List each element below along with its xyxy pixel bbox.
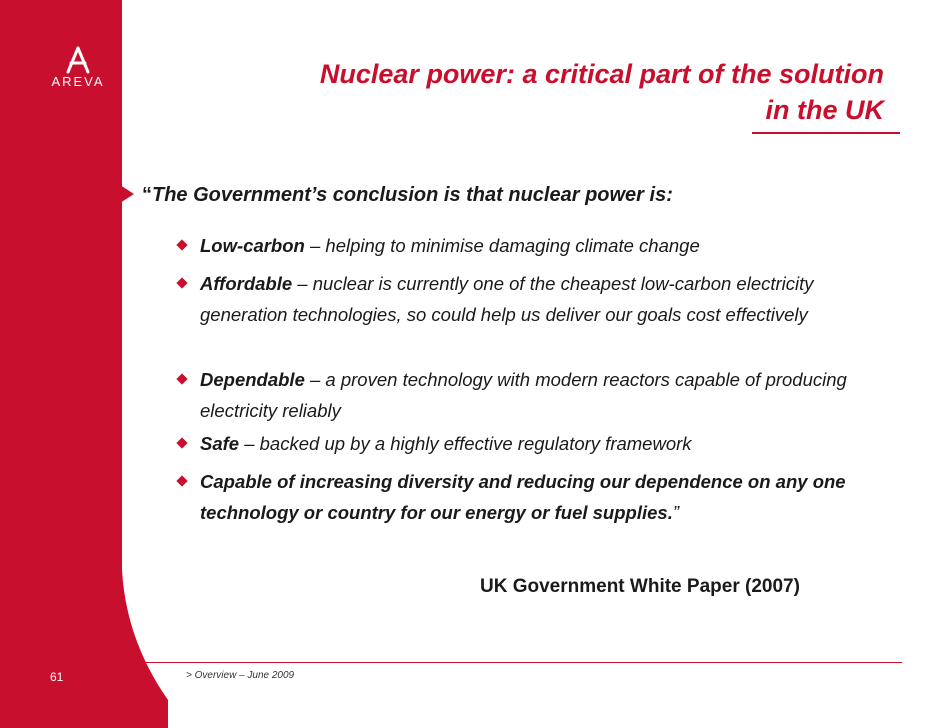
item-description: – a proven technology with modern reactors capable of producing electricity reliably [200, 369, 847, 421]
item-description: – backed up by a highly effective regulatory framework [239, 433, 692, 454]
item-term: Low-carbon [200, 235, 305, 256]
item-term: Dependable [200, 369, 305, 390]
title-line-1: Nuclear power: a critical part of the solution [319, 59, 884, 89]
footer-divider [0, 662, 902, 663]
list-item [180, 428, 860, 459]
lead-text: The Government’s conclusion is that nuclear power is: [152, 184, 673, 206]
list-item [180, 466, 860, 528]
areva-a-logo-icon [38, 44, 118, 78]
slide-title [184, 56, 884, 128]
item-term: Capable of increasing diversity and reducing our dependence on any one technology or country for our energy or fuel supplies. [200, 471, 846, 523]
title-underline [752, 132, 900, 134]
open-quote: “ [142, 184, 152, 206]
logo-text: AREVA [51, 74, 105, 89]
item-description: – helping to minimise damaging climate change [304, 235, 700, 256]
source-citation: UK Government White Paper (2007) [480, 576, 800, 597]
lead-bullet [120, 184, 673, 207]
page-number: 61 [50, 670, 64, 684]
list-item [180, 268, 860, 330]
list-item [180, 230, 860, 261]
list-item [180, 364, 860, 426]
item-term: Safe [200, 433, 240, 454]
footer-text: > Overview – June 2009 [186, 670, 295, 681]
item-term: Affordable [200, 273, 293, 294]
triangle-bullet-icon [120, 185, 134, 203]
close-quote: ” [672, 502, 680, 523]
item-description: – nuclear is currently one of the cheapest low-carbon electricity generation technologies, so could help us deliver our goals cost effectively [200, 273, 814, 325]
title-line-2: in the UK [765, 95, 884, 125]
areva-logo [38, 44, 118, 104]
